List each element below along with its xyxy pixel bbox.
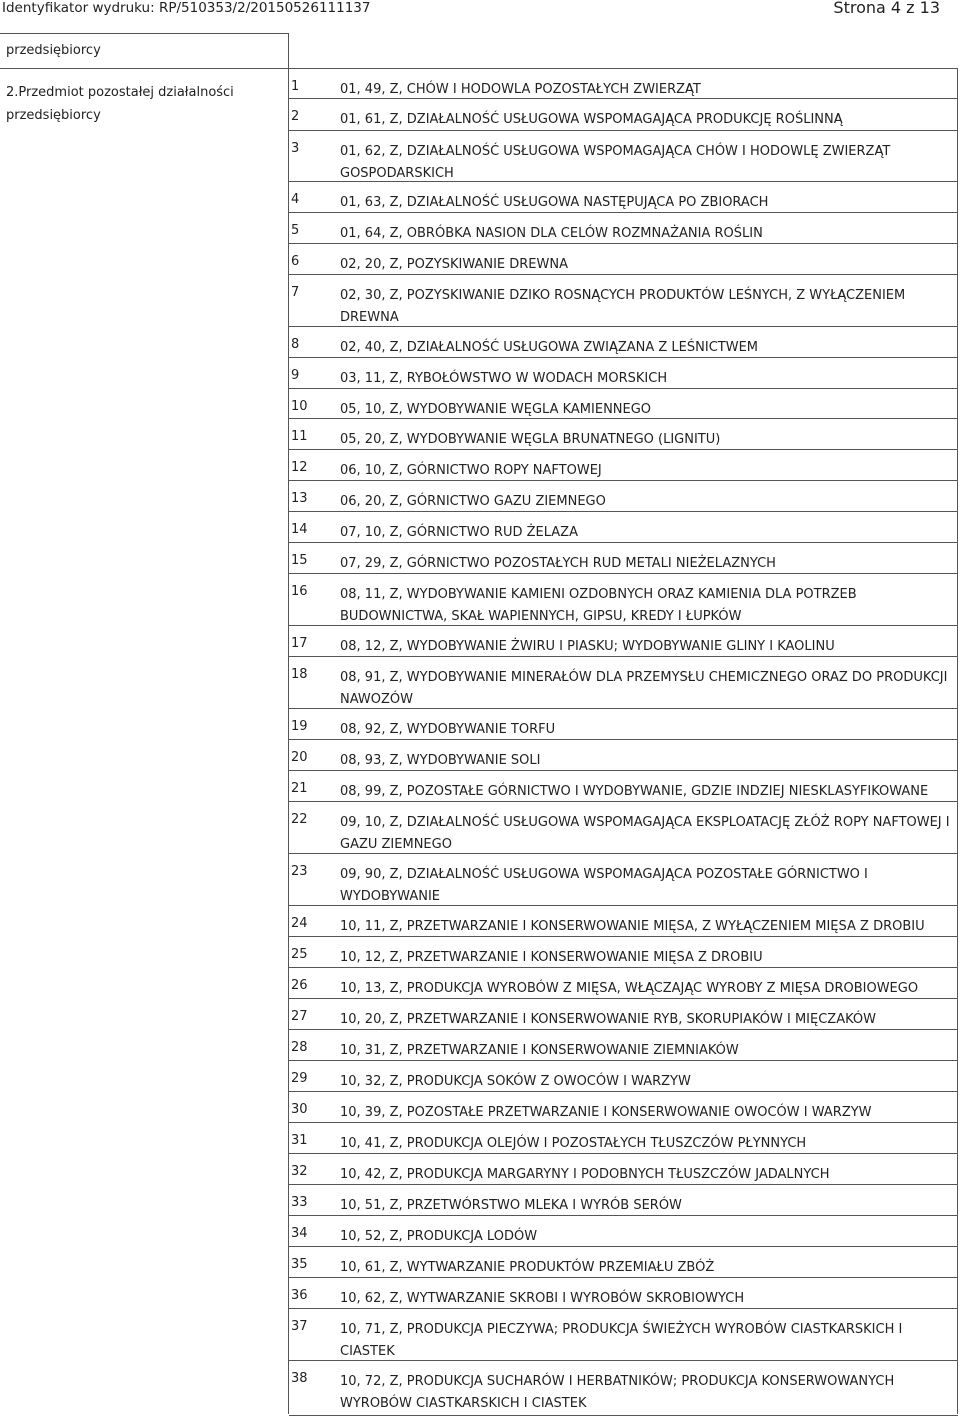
table-row [289,1309,958,1361]
table-row [289,1154,958,1185]
activity-description: 03, 11, Z, RYBOŁÓWSTWO W WODACH MORSKICH [340,371,668,386]
row-number: 16 [291,584,308,599]
activity-description: 01, 49, Z, CHÓW I HODOWLA POZOSTAŁYCH ZWIERZĄT [340,82,701,97]
row-number: 11 [291,429,308,444]
page-number: Strona 4 z 13 [833,0,940,17]
activity-description: 10, 52, Z, PRODUKCJA LODÓW [340,1229,538,1244]
section-label [6,81,234,127]
activity-description: 10, 51, Z, PRZETWÓRSTWO MLEKA I WYRÓB SERÓW [340,1198,682,1213]
activity-description: 10, 71, Z, PRODUKCJA PIECZYWA; PRODUKCJA ŚWIEŻYCH WYROBÓW CIASTKARSKICH I CIASTEK [340,1322,903,1359]
table-row [289,968,958,999]
row-number: 12 [291,460,308,475]
activity-description: 01, 64, Z, OBRÓBKA NASION DLA CELÓW ROZMNAŻANIA ROŚLIN [340,226,763,241]
row-number: 32 [291,1164,308,1179]
table-row [289,1278,958,1309]
table-row [289,512,958,543]
row-number: 10 [291,399,308,414]
row-number: 5 [291,223,300,238]
row-number: 23 [291,864,308,879]
activity-description: 06, 20, Z, GÓRNICTWO GAZU ZIEMNEGO [340,494,606,509]
row-number: 2 [291,109,300,124]
row-number: 30 [291,1102,308,1117]
row-number: 27 [291,1009,308,1024]
table-row [289,574,958,626]
table-row [289,389,958,419]
row-number: 26 [291,978,308,993]
continuation-label: przedsiębiorcy [6,43,101,58]
row-number: 7 [291,285,300,300]
row-number: 31 [291,1133,308,1148]
table-row [289,543,958,574]
activity-description: 08, 92, Z, WYDOBYWANIE TORFU [340,722,556,737]
table-row [289,419,958,450]
row-number: 34 [291,1226,308,1241]
table-row [289,69,958,99]
table-row [289,1361,958,1416]
row-number: 22 [291,812,308,827]
continuation-cell [0,33,289,68]
section-label-cell [0,69,289,1414]
activity-description: 09, 10, Z, DZIAŁALNOŚĆ USŁUGOWA WSPOMAGAJĄCA EKSPLOATACJĘ ZŁÓŻ ROPY NAFTOWEJ I GAZU ZIEMNEGO [340,815,950,852]
table-row [289,626,958,657]
row-number: 24 [291,916,308,931]
row-number: 37 [291,1319,308,1334]
row-number: 33 [291,1195,308,1210]
table-row [289,1216,958,1247]
activity-description: 07, 10, Z, GÓRNICTWO RUD ŻELAZA [340,525,578,540]
activity-description: 08, 93, Z, WYDOBYWANIE SOLI [340,753,541,768]
row-number: 9 [291,368,300,383]
activity-description: 10, 32, Z, PRODUKCJA SOKÓW Z OWOCÓW I WARZYW [340,1074,691,1089]
table-row [289,999,958,1030]
activity-description: 08, 11, Z, WYDOBYWANIE KAMIENI OZDOBNYCH ORAZ KAMIENIA DLA POTRZEB BUDOWNICTWA, SKAŁ WAPIENNYCH, GIPSU, KREDY I ŁUPKÓW [340,587,857,624]
table-row [289,213,958,244]
activity-description: 08, 91, Z, WYDOBYWANIE MINERAŁÓW DLA PRZEMYSŁU CHEMICZNEGO ORAZ DO PRODUKCJI NAWOZÓW [340,670,948,707]
table-row [289,1123,958,1154]
row-number: 1 [291,79,300,94]
activity-description: 10, 20, Z, PRZETWARZANIE I KONSERWOWANIE RYB, SKORUPIAKÓW I MIĘCZAKÓW [340,1012,877,1027]
activity-description: 10, 42, Z, PRODUKCJA MARGARYNY I PODOBNYCH TŁUSZCZÓW JADALNYCH [340,1167,830,1182]
table-row [289,131,958,182]
row-number: 28 [291,1040,308,1055]
section-label-line1: 2.Przedmiot pozostałej działalności [6,85,234,100]
table-row [289,771,958,802]
row-number: 13 [291,491,308,506]
row-number: 3 [291,141,300,156]
row-number: 25 [291,947,308,962]
activity-description: 10, 13, Z, PRODUKCJA WYROBÓW Z MIĘSA, WŁĄCZAJĄC WYROBY Z MIĘSA DROBIOWEGO [340,981,919,996]
activity-description: 01, 62, Z, DZIAŁALNOŚĆ USŁUGOWA WSPOMAGAJĄCA CHÓW I HODOWLĘ ZWIERZĄT GOSPODARSKICH [340,144,891,181]
activity-description: 01, 63, Z, DZIAŁALNOŚĆ USŁUGOWA NASTĘPUJĄCA PO ZBIORACH [340,195,769,210]
table-row [289,1092,958,1123]
table-row [289,327,958,358]
activity-description: 09, 90, Z, DZIAŁALNOŚĆ USŁUGOWA WSPOMAGAJĄCA POZOSTAŁE GÓRNICTWO I WYDOBYWANIE [340,867,868,904]
row-number: 15 [291,553,308,568]
activity-description: 10, 72, Z, PRODUKCJA SUCHARÓW I HERBATNIKÓW; PRODUKCJA KONSERWOWANYCH WYROBÓW CIASTKARSKICH I CIASTEK [340,1374,895,1411]
table-row [289,709,958,740]
activity-description: 05, 20, Z, WYDOBYWANIE WĘGLA BRUNATNEGO (LIGNITU) [340,432,721,447]
activity-description: 02, 40, Z, DZIAŁALNOŚĆ USŁUGOWA ZWIĄZANA Z LEŚNICTWEM [340,340,758,355]
table-row [289,1030,958,1061]
activity-description: 10, 41, Z, PRODUKCJA OLEJÓW I POZOSTAŁYCH TŁUSZCZÓW PŁYNNYCH [340,1136,807,1151]
row-number: 6 [291,254,300,269]
table-row [289,906,958,937]
activity-table [0,68,958,1413]
activity-description: 05, 10, Z, WYDOBYWANIE WĘGLA KAMIENNEGO [340,402,652,417]
activity-description: 10, 61, Z, WYTWARZANIE PRODUKTÓW PRZEMIAŁU ZBÓŻ [340,1260,715,1275]
table-row [289,740,958,771]
activity-description: 02, 30, Z, POZYSKIWANIE DZIKO ROSNĄCYCH PRODUKTÓW LEŚNYCH, Z WYŁĄCZENIEM DREWNA [340,288,906,325]
activity-description: 07, 29, Z, GÓRNICTWO POZOSTAŁYCH RUD METALI NIEŻELAZNYCH [340,556,776,571]
row-number: 21 [291,781,308,796]
activity-description: 10, 31, Z, PRZETWARZANIE I KONSERWOWANIE ZIEMNIAKÓW [340,1043,739,1058]
page-header [0,0,960,18]
table-row [289,1061,958,1092]
row-number: 14 [291,522,308,537]
row-number: 35 [291,1257,308,1272]
table-row [289,802,958,854]
table-row [289,1247,958,1278]
activity-description: 01, 61, Z, DZIAŁALNOŚĆ USŁUGOWA WSPOMAGAJĄCA PRODUKCJĘ ROŚLINNĄ [340,112,843,127]
row-number: 29 [291,1071,308,1086]
table-row [289,1185,958,1216]
row-number: 19 [291,719,308,734]
table-row [289,244,958,275]
table-row [289,182,958,213]
activity-description: 08, 99, Z, POZOSTAŁE GÓRNICTWO I WYDOBYWANIE, GDZIE INDZIEJ NIESKLASYFIKOWANE [340,784,929,799]
row-number: 8 [291,337,300,352]
section-label-line2: przedsiębiorcy [6,108,101,123]
activity-description: 08, 12, Z, WYDOBYWANIE ŻWIRU I PIASKU; WYDOBYWANIE GLINY I KAOLINU [340,639,835,654]
row-number: 4 [291,192,300,207]
table-row [289,657,958,709]
table-row [289,481,958,512]
activity-description: 10, 12, Z, PRZETWARZANIE I KONSERWOWANIE MIĘSA Z DROBIU [340,950,763,965]
row-number: 38 [291,1371,308,1386]
table-row [289,275,958,327]
table-row [289,358,958,389]
activity-description: 10, 62, Z, WYTWARZANIE SKROBI I WYROBÓW SKROBIOWYCH [340,1291,745,1306]
row-number: 36 [291,1288,308,1303]
table-row [289,99,958,131]
row-number: 17 [291,636,308,651]
row-number: 18 [291,667,308,682]
activity-description: 02, 20, Z, POZYSKIWANIE DREWNA [340,257,568,272]
table-row [289,937,958,968]
print-identifier: Identyfikator wydruku: RP/510353/2/20150526111137 [2,0,371,16]
activity-description: 06, 10, Z, GÓRNICTWO ROPY NAFTOWEJ [340,463,602,478]
activity-description: 10, 39, Z, POZOSTAŁE PRZETWARZANIE I KONSERWOWANIE OWOCÓW I WARZYW [340,1105,872,1120]
activity-list [289,69,958,1414]
table-row [289,854,958,906]
table-row [289,450,958,481]
row-number: 20 [291,750,308,765]
activity-description: 10, 11, Z, PRZETWARZANIE I KONSERWOWANIE MIĘSA, Z WYŁĄCZENIEM MIĘSA Z DROBIU [340,919,925,934]
